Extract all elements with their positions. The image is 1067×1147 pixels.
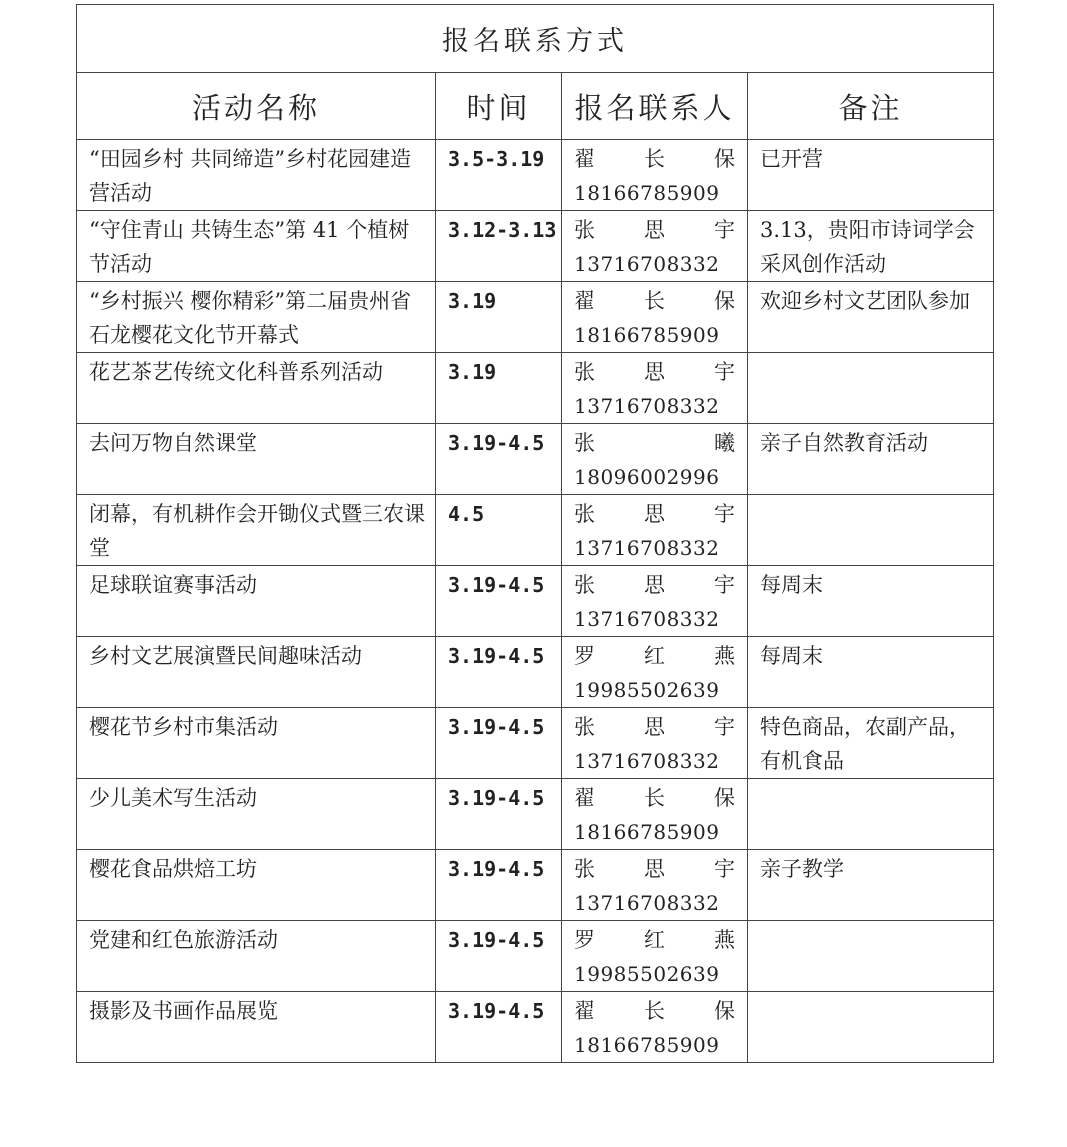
activity-time: 3.19-4.5 <box>436 921 562 992</box>
table-row <box>77 282 994 353</box>
header-note: 备注 <box>748 73 994 140</box>
contact-person <box>574 497 735 531</box>
activity-name: “守住青山 共铸生态”第 41 个植树节活动 <box>77 211 436 282</box>
contact-person <box>574 213 735 247</box>
activity-note <box>748 992 994 1063</box>
contact-name-char: 思 <box>644 573 665 597</box>
contact-name-char: 宇 <box>714 857 735 881</box>
activity-time: 3.12-3.13 <box>436 211 562 282</box>
activity-note: 欢迎乡村文艺团队参加 <box>748 282 994 353</box>
header-contact: 报名联系人 <box>562 73 748 140</box>
contact-person <box>574 284 735 318</box>
contact-cell <box>562 992 748 1063</box>
table-row <box>77 495 994 566</box>
activity-name: 党建和红色旅游活动 <box>77 921 436 992</box>
contact-name-char: 红 <box>644 644 665 668</box>
contact-name-char: 翟 <box>574 999 595 1023</box>
contact-name-char: 宇 <box>714 218 735 242</box>
activity-name: “田园乡村 共同缔造”乡村花园建造营活动 <box>77 140 436 211</box>
activity-time: 3.5-3.19 <box>436 140 562 211</box>
table-title: 报名联系方式 <box>77 5 994 73</box>
table-row <box>77 850 994 921</box>
activity-name: 足球联谊赛事活动 <box>77 566 436 637</box>
header-time: 时间 <box>436 73 562 140</box>
table-row <box>77 353 994 424</box>
contact-name-char: 翟 <box>574 147 595 171</box>
contact-cell <box>562 424 748 495</box>
activity-name: 去问万物自然课堂 <box>77 424 436 495</box>
contact-cell <box>562 495 748 566</box>
table-row <box>77 708 994 779</box>
contact-name-char: 燕 <box>714 928 735 952</box>
contact-person <box>574 568 735 602</box>
contact-name-char: 曦 <box>714 431 735 455</box>
activity-note <box>748 353 994 424</box>
contact-name-char: 翟 <box>574 289 595 313</box>
activity-time: 3.19-4.5 <box>436 779 562 850</box>
contact-name-char: 保 <box>714 786 735 810</box>
header-activity-name: 活动名称 <box>77 73 436 140</box>
contact-phone: 13716708332 <box>574 252 720 276</box>
contact-name-char: 思 <box>644 360 665 384</box>
contact-person <box>574 923 735 957</box>
activity-time: 3.19-4.5 <box>436 566 562 637</box>
contact-name-char: 宇 <box>714 715 735 739</box>
table-row <box>77 637 994 708</box>
contact-name-char: 保 <box>714 289 735 313</box>
contact-name-char: 长 <box>644 999 665 1023</box>
activity-note <box>748 921 994 992</box>
contact-cell <box>562 282 748 353</box>
activity-name: 乡村文艺展演暨民间趣味活动 <box>77 637 436 708</box>
contact-phone: 19985502639 <box>574 962 720 986</box>
contact-cell <box>562 779 748 850</box>
contact-person <box>574 426 735 460</box>
contact-cell <box>562 637 748 708</box>
activity-name: 闭幕，有机耕作会开锄仪式暨三农课堂 <box>77 495 436 566</box>
contact-phone: 13716708332 <box>574 891 720 915</box>
activity-name: 少儿美术写生活动 <box>77 779 436 850</box>
activity-time: 3.19 <box>436 353 562 424</box>
activity-note: 亲子教学 <box>748 850 994 921</box>
activity-time: 3.19-4.5 <box>436 850 562 921</box>
contact-name-char: 罗 <box>574 644 595 668</box>
table-row <box>77 921 994 992</box>
activity-note: 3.13，贵阳市诗词学会采风创作活动 <box>748 211 994 282</box>
contact-name-char: 思 <box>644 218 665 242</box>
activity-note <box>748 779 994 850</box>
contact-phone: 18166785909 <box>574 820 720 844</box>
contact-person <box>574 639 735 673</box>
table-row <box>77 211 994 282</box>
contact-name-char: 保 <box>714 147 735 171</box>
contact-name-char: 思 <box>644 857 665 881</box>
contact-name-char: 张 <box>574 715 595 739</box>
contact-person <box>574 710 735 744</box>
contact-cell <box>562 211 748 282</box>
table-row <box>77 992 994 1063</box>
activity-note: 亲子自然教育活动 <box>748 424 994 495</box>
contact-name-char: 长 <box>644 786 665 810</box>
registration-table <box>76 4 994 1063</box>
contact-name-char: 张 <box>574 360 595 384</box>
activity-name: 樱花食品烘焙工坊 <box>77 850 436 921</box>
contact-name-char: 燕 <box>714 644 735 668</box>
activity-name: 摄影及书画作品展览 <box>77 992 436 1063</box>
contact-cell <box>562 140 748 211</box>
activity-note: 已开营 <box>748 140 994 211</box>
contact-phone: 19985502639 <box>574 678 720 702</box>
table-row <box>77 779 994 850</box>
contact-name-char: 张 <box>574 857 595 881</box>
contact-phone: 13716708332 <box>574 536 720 560</box>
table-row <box>77 140 994 211</box>
contact-name-char: 思 <box>644 715 665 739</box>
activity-time: 3.19-4.5 <box>436 637 562 708</box>
activity-name: “乡村振兴 樱你精彩”第二届贵州省石龙樱花文化节开幕式 <box>77 282 436 353</box>
contact-name-char: 张 <box>574 502 595 526</box>
contact-person <box>574 781 735 815</box>
table-row <box>77 424 994 495</box>
contact-cell <box>562 708 748 779</box>
contact-name-char: 思 <box>644 502 665 526</box>
contact-name-char: 长 <box>644 289 665 313</box>
contact-name-char: 翟 <box>574 786 595 810</box>
table-row <box>77 566 994 637</box>
activity-note: 每周末 <box>748 566 994 637</box>
activity-name: 花艺茶艺传统文化科普系列活动 <box>77 353 436 424</box>
contact-cell <box>562 566 748 637</box>
contact-phone: 18166785909 <box>574 323 720 347</box>
contact-name-char: 长 <box>644 147 665 171</box>
contact-person <box>574 994 735 1028</box>
activity-time: 3.19-4.5 <box>436 424 562 495</box>
contact-name-char: 张 <box>574 218 595 242</box>
activity-note: 特色商品，农副产品，有机食品 <box>748 708 994 779</box>
contact-name-char: 红 <box>644 928 665 952</box>
activity-note: 每周末 <box>748 637 994 708</box>
contact-phone: 18096002996 <box>574 465 720 489</box>
contact-cell <box>562 353 748 424</box>
contact-phone: 13716708332 <box>574 607 720 631</box>
contact-name-char: 宇 <box>714 573 735 597</box>
activity-time: 4.5 <box>436 495 562 566</box>
contact-phone: 13716708332 <box>574 394 720 418</box>
contact-name-char: 张 <box>574 431 595 455</box>
contact-name-char: 宇 <box>714 502 735 526</box>
contact-person <box>574 852 735 886</box>
activity-time: 3.19-4.5 <box>436 708 562 779</box>
activity-name: 樱花节乡村市集活动 <box>77 708 436 779</box>
activity-time: 3.19 <box>436 282 562 353</box>
contact-person <box>574 355 735 389</box>
contact-name-char: 罗 <box>574 928 595 952</box>
contact-phone: 13716708332 <box>574 749 720 773</box>
contact-cell <box>562 921 748 992</box>
contact-person <box>574 142 735 176</box>
activity-note <box>748 495 994 566</box>
contact-phone: 18166785909 <box>574 181 720 205</box>
contact-name-char: 张 <box>574 573 595 597</box>
activity-time: 3.19-4.5 <box>436 992 562 1063</box>
contact-phone: 18166785909 <box>574 1033 720 1057</box>
contact-cell <box>562 850 748 921</box>
contact-name-char: 宇 <box>714 360 735 384</box>
contact-name-char: 保 <box>714 999 735 1023</box>
